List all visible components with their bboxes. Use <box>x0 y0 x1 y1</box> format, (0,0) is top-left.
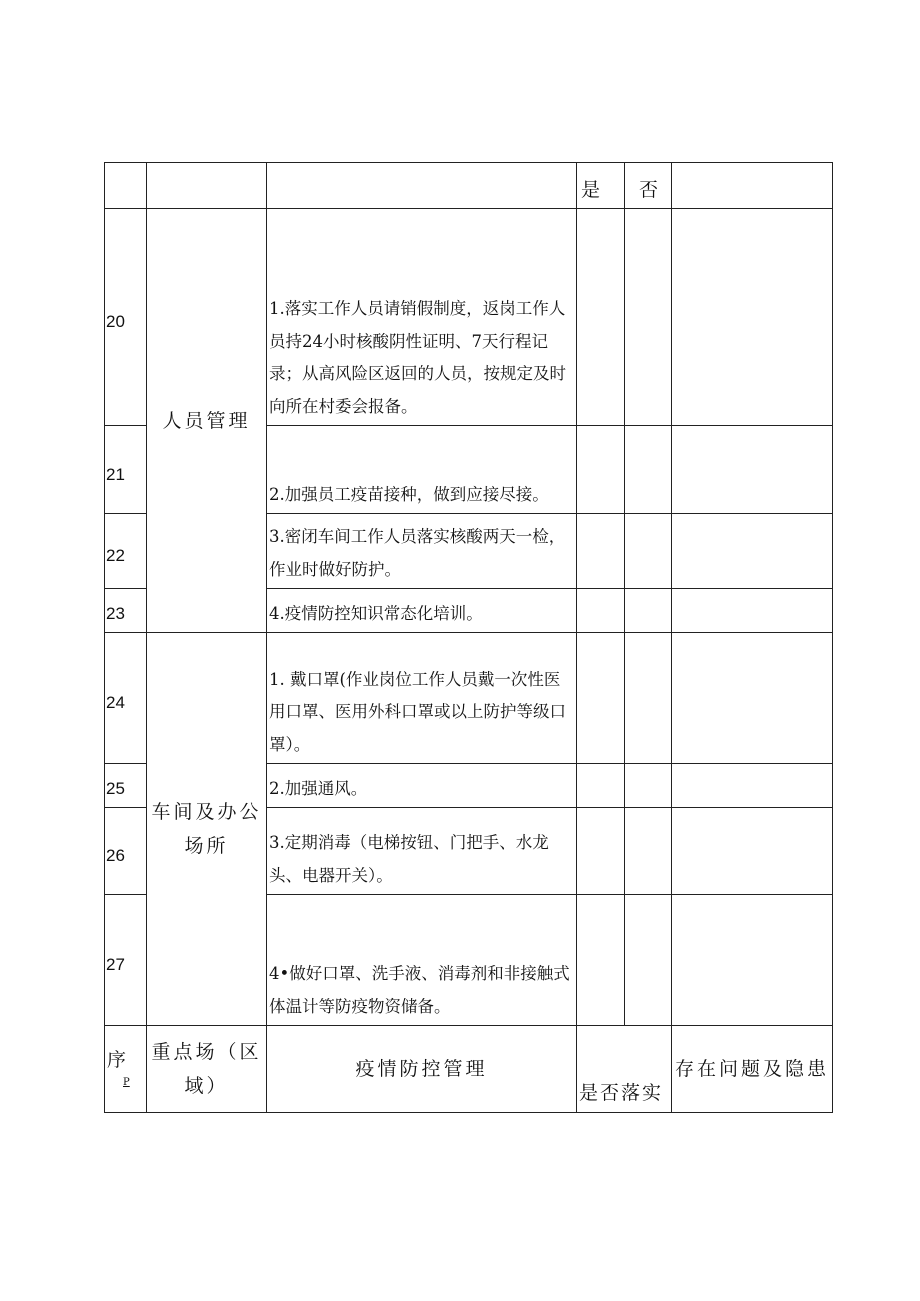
yes-cell <box>577 764 625 808</box>
yes-cell <box>577 633 625 764</box>
issue-cell <box>672 426 833 514</box>
blank-cell <box>267 163 577 209</box>
issues-header: 存在问题及隐患 <box>672 1026 833 1113</box>
table-row <box>105 633 833 764</box>
no-cell <box>625 808 672 895</box>
implemented-header: 是否落实 <box>577 1026 672 1113</box>
seq-label: 序 <box>107 1049 127 1071</box>
row-number: 27 <box>105 895 147 1026</box>
measure-text: 3.密闭车间工作人员落实核酸两天一检，作业时做好防护。 <box>267 514 577 589</box>
yes-cell <box>577 426 625 514</box>
issue-cell <box>672 633 833 764</box>
area-personnel: 人员管理 <box>147 209 267 633</box>
row-number: 25 <box>105 764 147 808</box>
yes-label: 是 <box>577 163 625 209</box>
issue-cell <box>672 895 833 1026</box>
area-workshop: 车间及办公场所 <box>147 633 267 1026</box>
inspection-table <box>104 162 833 1113</box>
issue-cell <box>672 808 833 895</box>
no-cell <box>625 764 672 808</box>
seq-sub-label: P <box>123 1077 130 1088</box>
measure-text: 2.加强通风。 <box>267 764 577 808</box>
blank-cell <box>672 163 833 209</box>
blank-cell <box>105 163 147 209</box>
measure-text: 3.定期消毒（电梯按钮、门把手、水龙头、电器开关）。 <box>267 808 577 895</box>
yes-cell <box>577 589 625 633</box>
issue-cell <box>672 589 833 633</box>
no-label: 否 <box>625 163 672 209</box>
row-number: 23 <box>105 589 147 633</box>
no-cell <box>625 589 672 633</box>
issue-cell <box>672 209 833 426</box>
measure-text: 4.疫情防控知识常态化培训。 <box>267 589 577 633</box>
no-cell <box>625 633 672 764</box>
yes-cell <box>577 209 625 426</box>
no-cell <box>625 426 672 514</box>
measure-text: 1.落实工作人员请销假制度，返岗工作人员持24小时核酸阴性证明、7天行程记录；从高风险区返回的人员，按规定及时向所在村委会报备。 <box>267 209 577 426</box>
yes-cell <box>577 895 625 1026</box>
measure-text: 4•做好口罩、洗手液、消毒剂和非接触式体温计等防疫物资储备。 <box>267 895 577 1026</box>
measure-text: 1. 戴口罩(作业岗位工作人员戴一次性医用口罩、医用外科口罩或以上防护等级口罩）。 <box>267 633 577 764</box>
yes-cell <box>577 514 625 589</box>
table-row <box>105 209 833 426</box>
measure-text: 2.加强员工疫苗接种，做到应接尽接。 <box>267 426 577 514</box>
row-number: 21 <box>105 426 147 514</box>
row-number: 26 <box>105 808 147 895</box>
row-number: 24 <box>105 633 147 764</box>
blank-cell <box>147 163 267 209</box>
row-number: 20 <box>105 209 147 426</box>
header-row <box>105 163 833 209</box>
management-header: 疫情防控管理 <box>267 1026 577 1113</box>
no-cell <box>625 209 672 426</box>
area-header: 重点场（区域） <box>147 1026 267 1113</box>
footer-row <box>105 1026 833 1113</box>
no-cell <box>625 895 672 1026</box>
seq-header <box>105 1026 147 1113</box>
yes-cell <box>577 808 625 895</box>
issue-cell <box>672 514 833 589</box>
no-cell <box>625 514 672 589</box>
row-number: 22 <box>105 514 147 589</box>
issue-cell <box>672 764 833 808</box>
